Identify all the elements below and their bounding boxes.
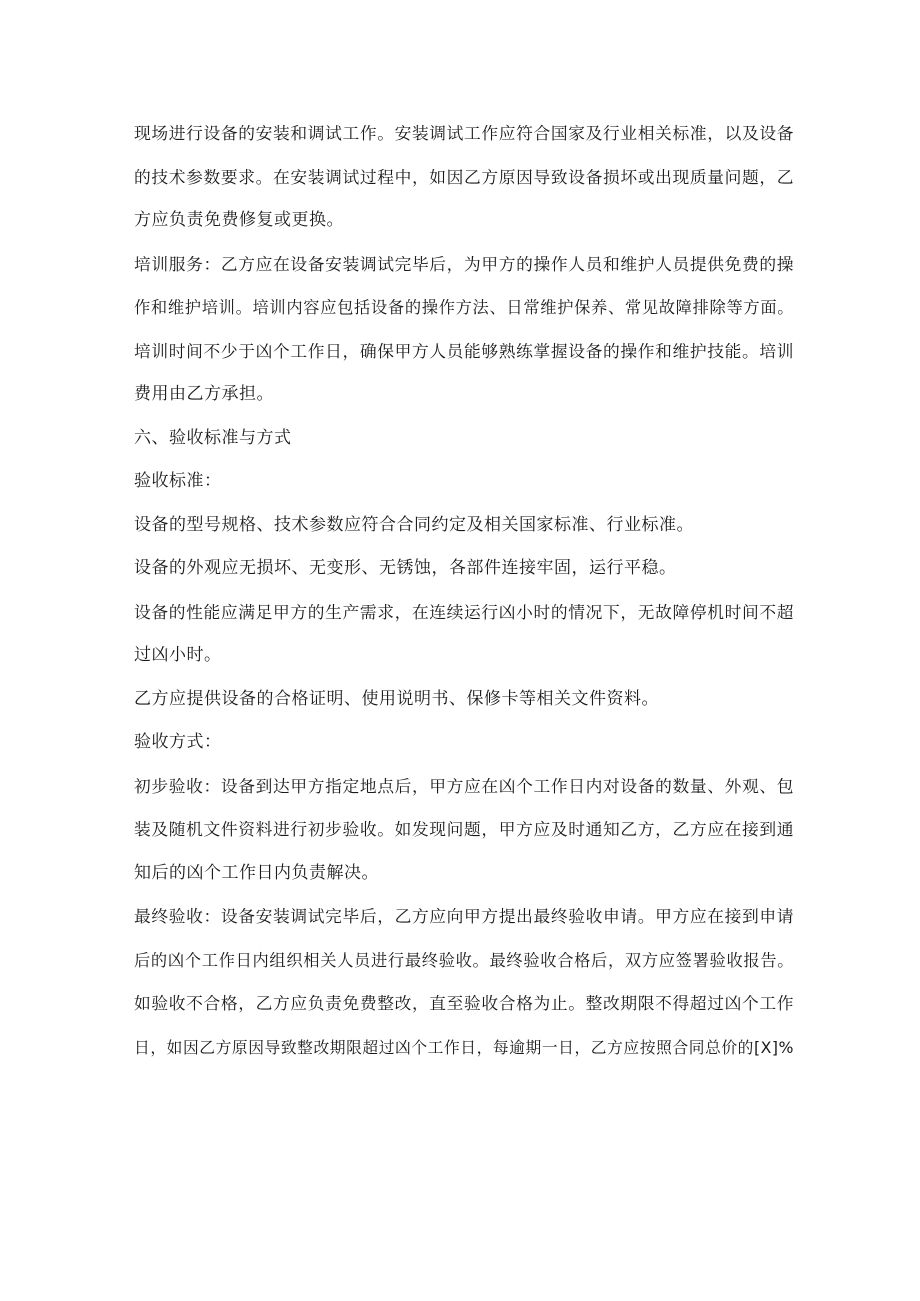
text-line: 费用由乙方承担。 bbox=[134, 384, 274, 404]
section-heading: 六、验收标准与方式 bbox=[134, 427, 292, 448]
subheading-acceptance-methods: 验收方式： bbox=[134, 732, 222, 752]
text-line: 方应负责免费修复或更换。 bbox=[134, 210, 344, 230]
text-line: 日，如因乙方原因导致整改期限超过凶个工作日，每逾期一日，乙方应按照合同总价的[X]% bbox=[134, 1037, 794, 1057]
text-line: 设备的型号规格、技术参数应符合合同约定及相关国家标准、行业标准。 bbox=[134, 514, 694, 535]
text-line: 设备的性能应满足甲方的生产需求，在连续运行凶小时的情况下，无故障停机时间不超 bbox=[134, 601, 794, 622]
text-line: 后的凶个工作日内组织相关人员进行最终验收。最终验收合格后，双方应签署验收报告。 bbox=[134, 950, 794, 970]
text-line: 的技术参数要求。在安装调试过程中，如因乙方原因导致设备损坏或出现质量问题，乙 bbox=[134, 166, 794, 187]
subheading-acceptance-standards: 验收标准： bbox=[134, 471, 222, 491]
text-line: 培训时间不少于凶个工作日，确保甲方人员能够熟练掌握设备的操作和维护技能。培训 bbox=[134, 340, 794, 361]
text-line: 最终验收：设备安装调试完毕后，乙方应向甲方提出最终验收申请。甲方应在接到申请 bbox=[134, 906, 794, 926]
text-line: 设备的外观应无损坏、无变形、无锈蚀，各部件连接牢固，运行平稳。 bbox=[134, 558, 677, 578]
text-line: 作和维护培训。培训内容应包括设备的操作方法、日常维护保养、常见故障排除等方面。 bbox=[134, 298, 794, 317]
text-line: 知后的凶个工作日内负责解决。 bbox=[134, 862, 379, 883]
text-line: 如验收不合格，乙方应负责免费整改，直至验收合格为止。整改期限不得超过凶个工作 bbox=[134, 993, 794, 1013]
text-line: 乙方应提供设备的合格证明、使用说明书、保修卡等相关文件资料。 bbox=[134, 688, 659, 709]
text-line: 装及随机文件资料进行初步验收。如发现问题，甲方应及时通知乙方，乙方应在接到通 bbox=[134, 819, 794, 839]
document-body bbox=[134, 112, 794, 1069]
text-line: 过凶小时。 bbox=[134, 645, 222, 665]
text-line: 初步验收：设备到达甲方指定地点后，甲方应在凶个工作日内对设备的数量、外观、包 bbox=[134, 775, 794, 796]
text-line: 培训服务：乙方应在设备安装调试完毕后，为甲方的操作人员和维护人员提供免费的操 bbox=[134, 253, 794, 274]
text-line: 现场进行设备的安装和调试工作。安装调试工作应符合国家及行业相关标准，以及设备 bbox=[134, 123, 794, 143]
